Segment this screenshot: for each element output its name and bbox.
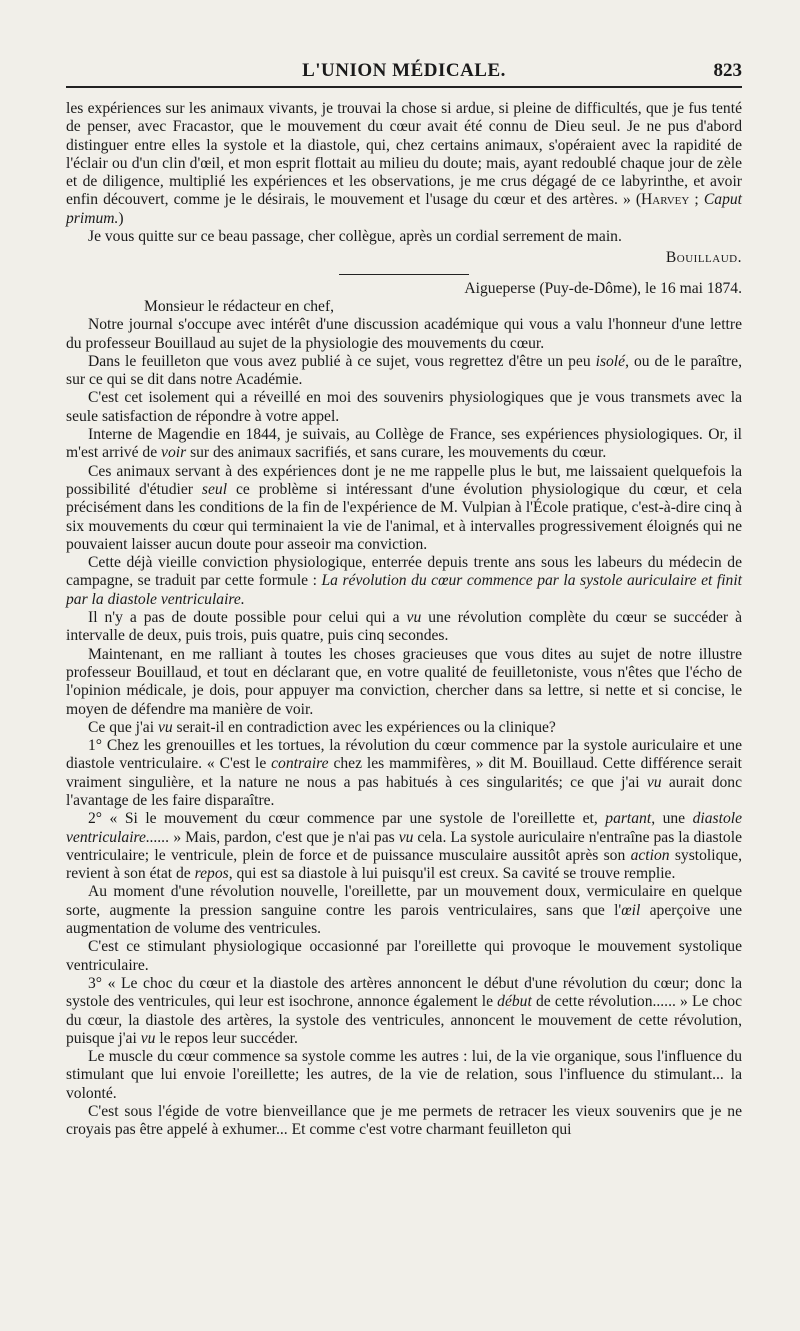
paragraph: C'est cet isolement qui a réveillé en moi des souvenirs physiologiques que je vous transmets avec la seule satisfaction de répondre à votre appel. xyxy=(66,389,742,425)
emphasis: repos xyxy=(194,865,229,883)
signature: Bouillaud. xyxy=(665,249,742,267)
journal-page xyxy=(66,56,742,1326)
section-divider xyxy=(339,274,469,275)
emphasis: isolé xyxy=(595,352,626,370)
emphasis: diastole ventriculaire...... xyxy=(66,810,743,846)
text-run: les expériences sur les animaux vivants, je trouvai la chose si ardue, si pleine de difficultés, que je fus tenté de penser, avec Fracastor, que le mouvement du cœur avait été connu de Dieu seul. Je ne pus d'abord distinguer entre elles la systole et la diastole, qui, chez certains animaux, s'opéraient avec la rapidité de l'éclair ou d'un clin d'œil, et mon esprit flottait au milieu du doute; mais, ayant redoublé chaque jour de zèle et de diligence, multiplié les expériences et les observations, je me crus dégagé de ce labyrinthe, et avoir enfin découvert, comme je le désirais, le mouvement et l'usage du cœur et des artères. » ( xyxy=(66,100,742,209)
text-run: ce problème si intéressant d'une évolution physiologique du cœur, et cela précisément dans les conditions de la fin de l'expérience de M. Vulpian à l'École pratique, c'est-à-dire cinq à six mouvements du cœur qui terminaient la vie de l'animal, et à intervalles progressivement éloignés qui ne pouvaient laisser aucun doute pour asseoir ma conviction. xyxy=(66,480,742,553)
text-run: Ce que j'ai xyxy=(88,718,158,736)
text-run: le repos leur succéder. xyxy=(155,1029,298,1047)
emphasis: œil xyxy=(621,901,641,919)
text-run: aurait donc l'avantage de les faire disparaître. xyxy=(66,773,743,809)
paragraph: Maintenant, en me ralliant à toutes les choses gracieuses que vous dites au sujet de notre illustre professeur Bouillaud, et tout en déclarant que, en votre qualité de feuilletoniste, vous n'êtes que l'écho de l'opinion médicale, je dois, pour appuyer ma conviction, chercher dans sa lettre, si nette et si concise, le moyen de défendre ma manière de voir. xyxy=(66,645,742,718)
paragraph xyxy=(66,609,742,646)
text-run: Il n'y a pas de doute possible pour celui qui a xyxy=(88,609,407,627)
paragraph xyxy=(66,426,742,463)
text-run: Interne de Magendie en 1844, je suivais, au Collège de France, ses expériences physiologiques. Or, il m'est arrivé de xyxy=(66,426,742,462)
text-run: 3° « Le choc du cœur et la diastole des artères annoncent le début d'une révolution du cœur; donc la systole des ventricules, qui leur est isochrone, annonce également le xyxy=(66,974,742,1011)
emphasis: partant xyxy=(605,810,652,828)
author-name: Harvey xyxy=(641,191,690,209)
text-run: 1° Chez les grenouilles et les tortues, la révolution du cœur commence par la systole auriculaire et une diastole ventriculaire. « C'est le xyxy=(66,737,742,773)
emphasis: vu xyxy=(140,1029,156,1047)
text-run: serait-il en contradiction avec les expériences ou la clinique? xyxy=(172,718,556,736)
paragraph xyxy=(66,737,742,810)
text-run: ; xyxy=(689,191,704,209)
text-run: une révolution complète du cœur se succéder à intervalle de deux, puis trois, puis quatre, puis cinq secondes. xyxy=(66,609,742,645)
text-run: Cette déjà vieille conviction physiologique, enterrée depuis trente ans sous les labeurs du médecin de campagne, se traduit par cette formule : xyxy=(66,554,742,590)
emphasis: vu xyxy=(646,773,662,791)
text-run: cela. La systole auriculaire n'entraîne pas la diastole ventriculaire; le ventricule, plein de force et de puissance musculaire aussitôt après son xyxy=(66,828,742,864)
text-run: systolique, revient à son état de xyxy=(66,846,742,883)
paragraph xyxy=(66,353,742,390)
text-run: sur des animaux sacrifiés, et sans curare, les mouvements du cœur. xyxy=(186,444,607,462)
text-run: de cette révolution...... » Le choc du cœur, la diastole des artères, la systole des ventricules, annoncent le mouvement de cette révolution, puisque j'ai xyxy=(66,993,742,1047)
paragraph xyxy=(66,463,742,554)
article-body xyxy=(66,100,742,1140)
paragraph xyxy=(66,883,742,938)
emphasis: action xyxy=(630,846,670,864)
emphasis: début xyxy=(497,993,532,1011)
page-number: 823 xyxy=(713,60,742,81)
emphasis: voir xyxy=(161,444,187,462)
emphasis: contraire xyxy=(271,755,329,773)
text-run: ) xyxy=(118,209,124,227)
text-run: » Mais, pardon, c'est que je n'ai pas xyxy=(169,828,399,846)
text-run: Ces animaux servant à des expériences dont je ne me rappelle plus le but, me laissaient quelquefois la possibilité d'étudier xyxy=(66,462,742,498)
text-run: , une xyxy=(651,810,693,828)
paragraph: Je vous quitte sur ce beau passage, cher collègue, après un cordial serrement de main. xyxy=(88,228,622,246)
text-run: , qui est sa diastole à lui puisqu'il est creux. Sa cavité se trouve remplie. xyxy=(228,865,676,883)
paragraph: Le muscle du cœur commence sa systole comme les autres : lui, de la vie organique, sous l'influence du stimulant que lui envoie l'oreillette; les autres, de la vie de relation, sous l'influence du stimulant... la volonté. xyxy=(66,1048,742,1102)
paragraph xyxy=(66,719,742,737)
dateline: Aigueperse (Puy-de-Dôme), le 16 mai 1874. xyxy=(464,279,742,297)
citation: Caput primum. xyxy=(66,191,742,227)
text-run: aperçoive une augmentation de volume des ventricules. xyxy=(66,901,743,938)
emphasis: vu xyxy=(157,718,173,736)
text-run: , ou de le paraître, sur ce qui se dit dans notre Académie. xyxy=(66,352,742,389)
emphasis: vu xyxy=(406,609,422,627)
paragraph xyxy=(66,975,742,1048)
text-run: Dans le feuilleton que vous avez publié à ce sujet, vous regrettez d'être un peu xyxy=(88,352,596,370)
paragraph xyxy=(66,810,742,883)
emphasis: vu xyxy=(398,828,414,846)
formula: La révolution du cœur commence par la systole auriculaire et finit par la diastole ventriculaire. xyxy=(66,572,742,608)
paragraph xyxy=(66,554,742,609)
text-run: 2° « Si le mouvement du cœur commence par une systole de l'oreillette et, xyxy=(88,810,606,828)
salutation: Monsieur le rédacteur en chef, xyxy=(144,297,335,315)
text-run: chez les mammifères, » dit M. Bouillaud. Cette différence serait vraiment singulière, et la nature ne nous a pas habitués à ces singularités; ce que j'ai xyxy=(66,755,742,791)
page-header xyxy=(66,56,742,88)
paragraph: C'est ce stimulant physiologique occasionné par l'oreillette qui provoque le mouvement systolique ventriculaire. xyxy=(66,938,742,974)
running-title: L'UNION MÉDICALE. xyxy=(302,60,506,81)
emphasis: seul xyxy=(201,480,228,498)
paragraph: Notre journal s'occupe avec intérêt d'une discussion académique qui vous a valu l'honneur d'une lettre du professeur Bouillaud au sujet de la physiologie des mouvements du cœur. xyxy=(66,316,742,352)
paragraph: C'est sous l'égide de votre bienveillance que je me permets de retracer les vieux souvenirs que je ne croyais pas être appelé à exhumer... Et comme c'est votre charmant feuilleton qui xyxy=(66,1103,742,1139)
text-run: Au moment d'une révolution nouvelle, l'oreillette, par un mouvement doux, vermiculaire en quelque sorte, augmente la pression sanguine contre les parois ventriculaires, sans que l' xyxy=(66,883,742,919)
paragraph xyxy=(66,100,742,228)
